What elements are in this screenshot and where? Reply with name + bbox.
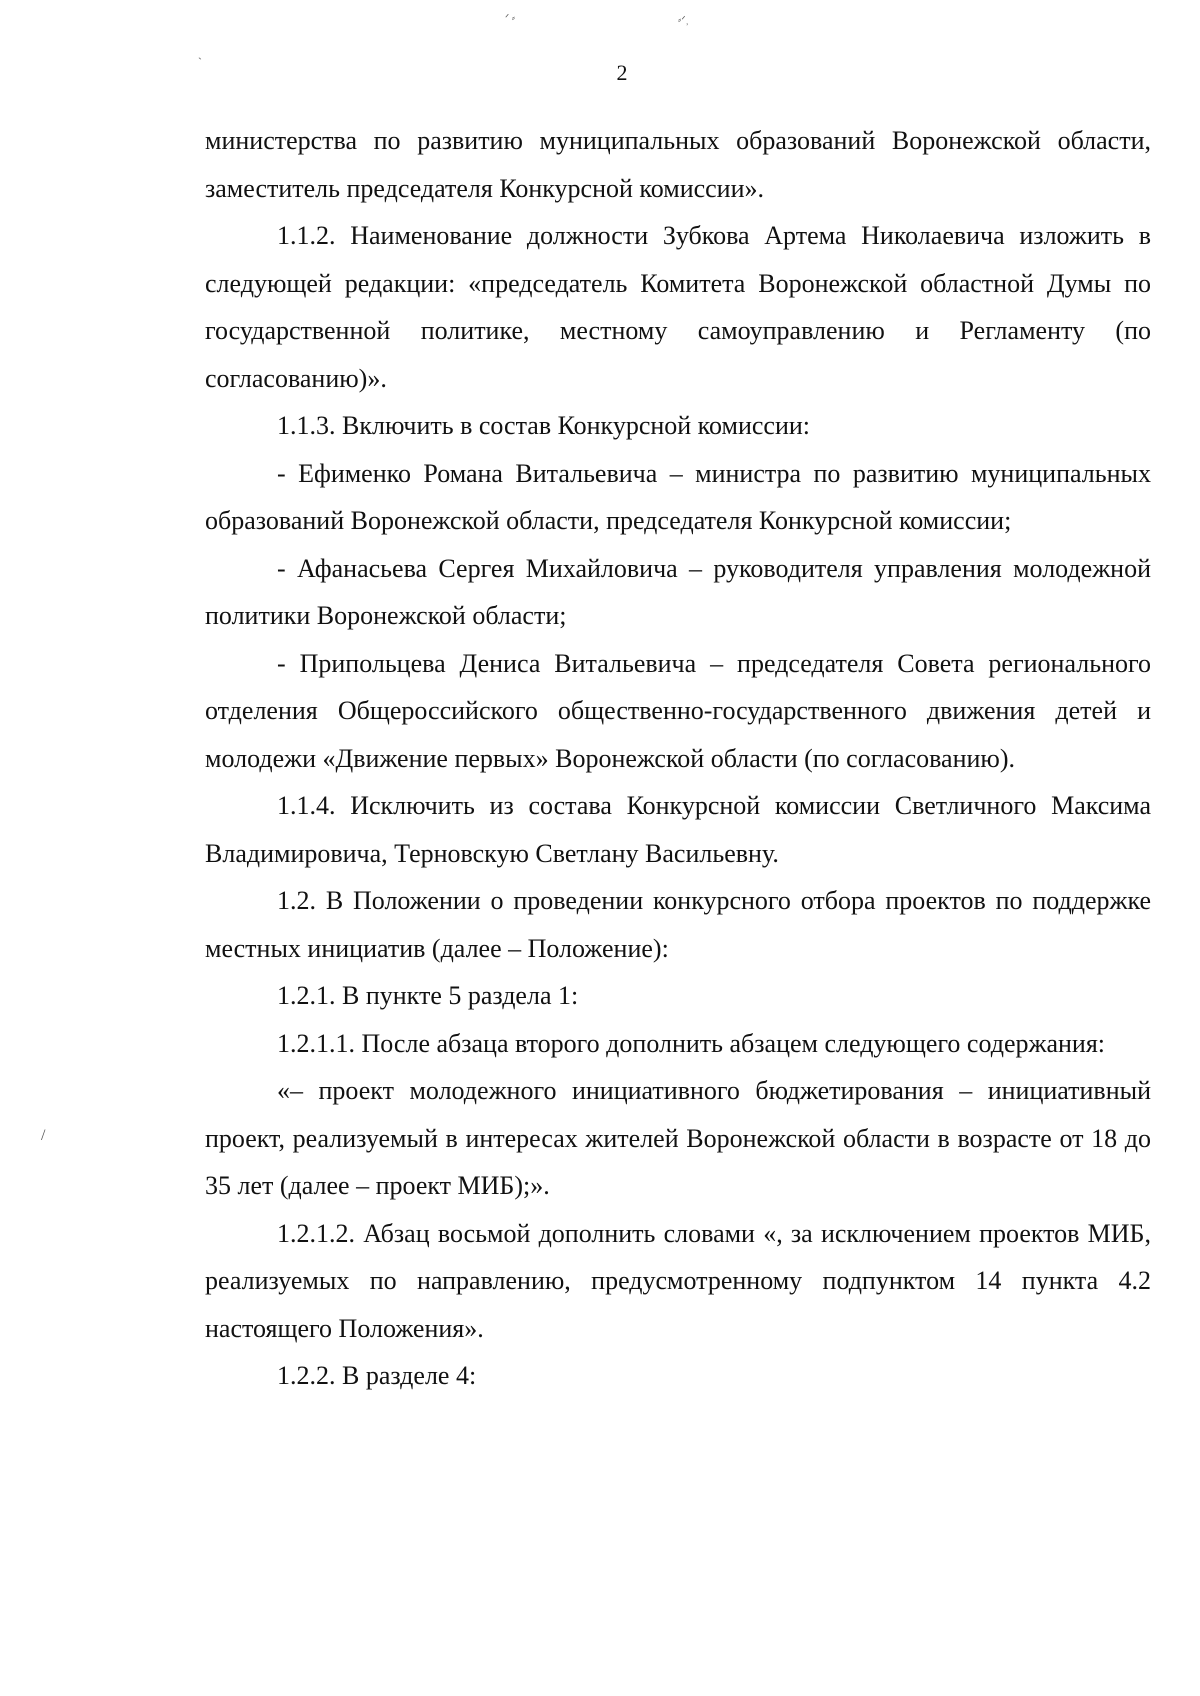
- scan-artifact: ⸗ᐟ⸒: [678, 15, 689, 26]
- scan-artifact: /: [41, 1127, 46, 1144]
- paragraph-definition-mib: «– проект молодежного инициативного бюджетирования – инициативный проект, реализуемый в интересах жителей Воронежской области в возрасте от 18 до 35 лет (далее – проект МИБ);».: [205, 1076, 1151, 1200]
- paragraph-1-2: 1.2. В Положении о проведении конкурсного отбора проектов по поддержке местных инициатив (далее – Положение):: [205, 886, 1151, 963]
- list-item-pripoltsev: - Припольцева Дениса Витальевича – председателя Совета регионального отделения Общероссийского общественно-государственного движения детей и молодежи «Движение первых» Воронежской области (по согласованию).: [205, 648, 1151, 773]
- paragraph-1-1-3: 1.1.3. Включить в состав Конкурсной комиссии:: [277, 411, 810, 440]
- paragraph-continuation: министерства по развитию муниципальных образований Воронежской области, заместитель председателя Конкурсной комиссии».: [205, 126, 1151, 203]
- list-item-efimenko: - Ефименко Романа Витальевича – министра по развитию муниципальных образований Воронежской области, председателя Конкурсной комиссии;: [205, 458, 1151, 535]
- paragraph-1-2-1: 1.2.1. В пункте 5 раздела 1:: [277, 981, 579, 1010]
- scan-artifact: ᐟ ⸗: [505, 13, 516, 24]
- paragraph-1-2-1-1: 1.2.1.1. После абзаца второго дополнить абзацем следующего содержания:: [277, 1028, 1106, 1058]
- paragraph-1-2-2: 1.2.2. В разделе 4:: [277, 1361, 477, 1390]
- document-body: [205, 117, 1151, 1400]
- paragraph-1-1-4: 1.1.4. Исключить из состава Конкурсной комиссии Светличного Максима Владимировича, Терновскую Светлану Васильевну.: [205, 791, 1151, 868]
- page-number: 2: [616, 60, 628, 85]
- scan-artifact: ˋ: [198, 55, 202, 69]
- paragraph-1-1-2: 1.1.2. Наименование должности Зубкова Артема Николаевича изложить в следующей редакции: «председатель Комитета Воронежской областной Думы по государственной политике, местному самоуправлению и Регламенту (по согласованию)».: [205, 221, 1151, 393]
- paragraph-1-2-1-2: 1.2.1.2. Абзац восьмой дополнить словами «, за исключением проектов МИБ, реализуемых по направлению, предусмотренному подпунктом 14 пункта 4.2 настоящего Положения».: [205, 1218, 1151, 1343]
- list-item-afanasyev: - Афанасьева Сергея Михайловича – руководителя управления молодежной политики Воронежской области;: [205, 553, 1151, 630]
